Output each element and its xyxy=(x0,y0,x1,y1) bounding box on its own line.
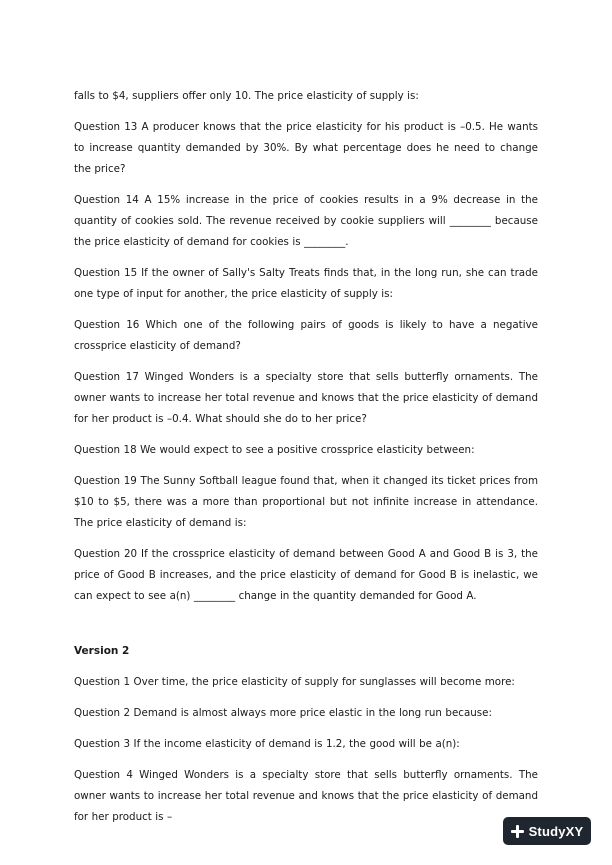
v2-question-2: Question 2 Demand is almost always more price elastic in the long run because: xyxy=(74,707,492,719)
document-body xyxy=(74,86,538,838)
brand-label: StudyXY xyxy=(528,823,584,839)
v2-question-4: Question 4 Winged Wonders is a specialty store that sells butterfly ornaments. The owner wants to increase her total revenue and knows that the price elasticity of demand for her product is – xyxy=(74,769,538,823)
question-13: Question 13 A producer knows that the price elasticity for his product is –0.5. He wants to increase quantity demanded by 30%. By what percentage does he need to change the price? xyxy=(74,121,538,175)
question-16: Question 16 Which one of the following pairs of goods is likely to have a negative crossprice elasticity of demand? xyxy=(74,319,538,352)
plus-icon xyxy=(511,825,524,838)
v2-question-3: Question 3 If the income elasticity of demand is 1.2, the good will be a(n): xyxy=(74,738,460,750)
section-spacer xyxy=(74,617,538,641)
paragraph-continuation: falls to $4, suppliers offer only 10. The price elasticity of supply is: xyxy=(74,90,419,102)
question-15: Question 15 If the owner of Sally's Salty Treats finds that, in the long run, she can trade one type of input for another, the price elasticity of supply is: xyxy=(74,267,538,300)
v2-question-1: Question 1 Over time, the price elasticity of supply for sunglasses will become more: xyxy=(74,676,515,688)
section-heading: Version 2 xyxy=(74,645,130,657)
question-19: Question 19 The Sunny Softball league found that, when it changed its ticket prices from $10 to $5, there was a more than proportional but not infinite increase in attendance. The price elasticity of demand is: xyxy=(74,475,538,529)
studyxy-badge[interactable] xyxy=(503,817,591,845)
question-14: Question 14 A 15% increase in the price of cookies results in a 9% decrease in the quantity of cookies sold. The revenue received by cookie suppliers will ________ because the price elasticity of demand for cookies is ________. xyxy=(74,194,538,248)
question-18: Question 18 We would expect to see a positive crossprice elasticity between: xyxy=(74,444,475,456)
question-20: Question 20 If the crossprice elasticity of demand between Good A and Good B is 3, the price of Good B increases, and the price elasticity of demand for Good B is inelastic, we can expect to see a(n) ________ change in the quantity demanded for Good A. xyxy=(74,548,538,602)
question-17: Question 17 Winged Wonders is a specialty store that sells butterfly ornaments. The owner wants to increase her total revenue and knows that the price elasticity of demand for her product is –0.4. What should she do to her price? xyxy=(74,371,538,425)
